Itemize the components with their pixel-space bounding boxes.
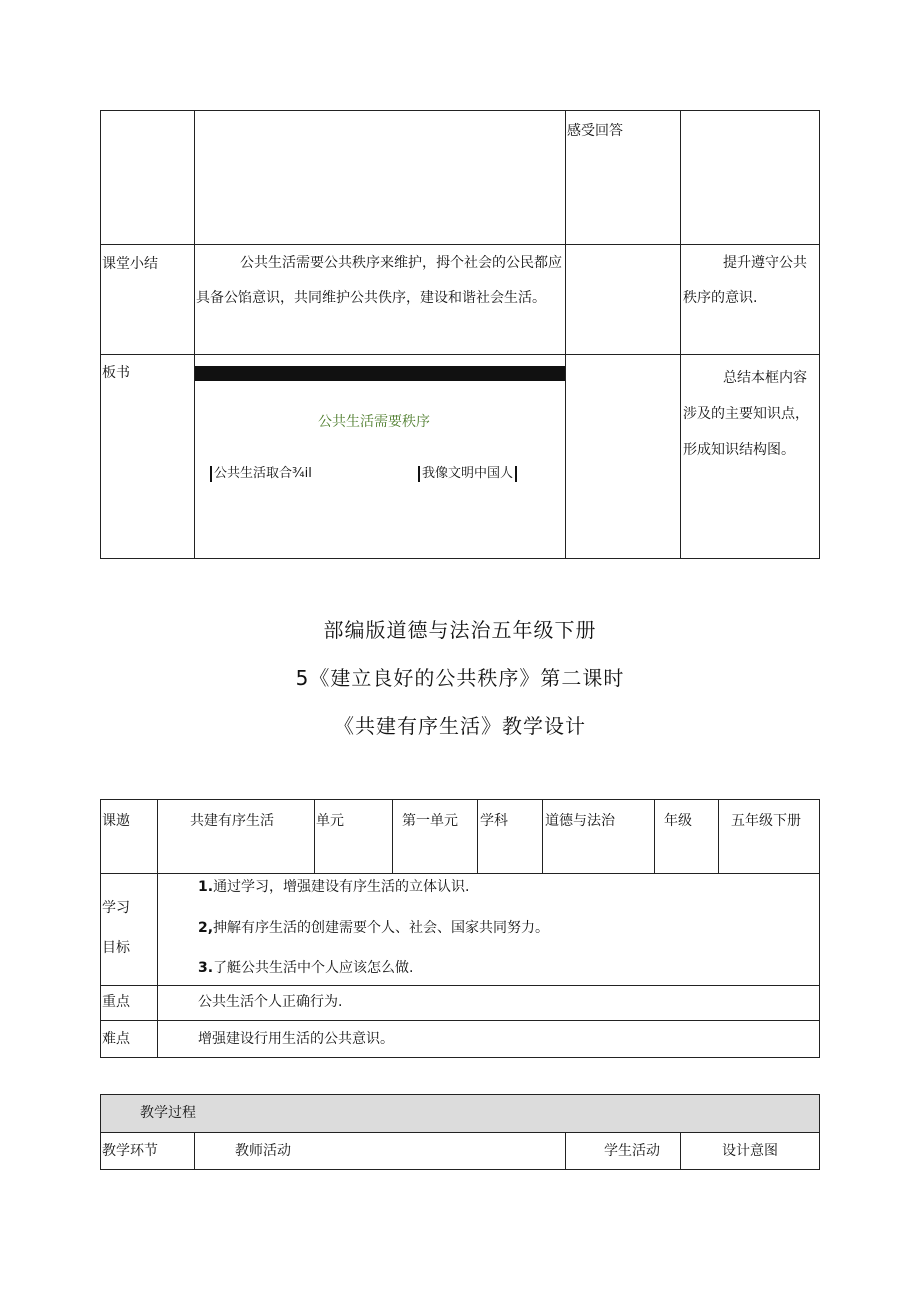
right-box-bar-right — [515, 466, 517, 482]
goal-item-2-num: 2, — [198, 920, 214, 936]
student-activity-text: 感受回答 — [567, 123, 623, 139]
right-box-text: 我像文明中国人 — [422, 466, 514, 481]
board-right-box — [416, 465, 519, 483]
board-label: 板书 — [102, 365, 130, 381]
right-box-bar-left — [418, 466, 420, 482]
process-col-stage: 教学环节 — [102, 1143, 158, 1159]
summary-design-intent: 提升遵守公共秩序的意识. — [683, 255, 807, 306]
difficulty-text: 增强建设行用生活的公共意识。 — [198, 1031, 394, 1047]
board-header-bar — [195, 366, 565, 381]
subject-label: 学科 — [480, 813, 508, 829]
summary-text: 公共生活需要公共秩序来维护，拇个社会的公民都应具备公馅意识，共同维护公共佚序，建设和谐社会生活。 — [196, 255, 562, 306]
goal-item-3 — [198, 958, 414, 978]
process-col-teacher: 教师活动 — [235, 1143, 291, 1159]
board-heading: 公共生活需要秩序 — [318, 414, 430, 430]
process-col-student: 学生活动 — [604, 1143, 660, 1159]
board-left-box — [208, 465, 312, 483]
topic-value: 共建有序生活 — [190, 813, 274, 829]
goals-label-line1: 学习 — [102, 900, 130, 916]
summary-label: 课堂小结 — [102, 256, 158, 272]
goal-item-2-text: 抻解有序生活的创建需要个人、社会、国家共同努力。 — [213, 920, 550, 936]
key-label: 重点 — [102, 994, 130, 1010]
board-design-intent: 总结本框内容涉及的主要知识点，形成知识结构图。 — [683, 370, 809, 458]
unit-label: 单元 — [316, 813, 344, 829]
key-text: 公共生活个人正确行为. — [198, 994, 343, 1010]
subject-value: 道德与法治 — [545, 813, 615, 829]
doc-title-line2: 5《建立良好的公共秩序》第二课时 — [295, 666, 625, 690]
doc-title-line1: 部编版道德与法治五年级下册 — [323, 618, 597, 642]
left-box-bar — [210, 466, 212, 482]
goal-item-1-text: 通过学习，增强建设有序生活的立体认识. — [213, 879, 470, 895]
difficulty-label: 难点 — [102, 1031, 130, 1047]
goal-item-3-num: 3. — [198, 960, 214, 976]
goal-item-1 — [198, 877, 470, 897]
process-header: 教学过程 — [140, 1105, 196, 1121]
goal-item-2 — [198, 918, 549, 938]
goal-item-1-num: 1. — [198, 879, 214, 895]
topic-label: 课遨 — [102, 813, 130, 829]
grade-label: 年级 — [664, 813, 692, 829]
doc-title-line3: 《共建有序生活》教学设计 — [334, 714, 586, 738]
goals-label-line2: 目标 — [102, 940, 130, 956]
goal-item-3-text: 了艇公共生活中个人应该怎么做. — [213, 960, 414, 976]
process-col-intent: 设计意图 — [722, 1143, 778, 1159]
unit-value: 第一单元 — [402, 813, 458, 829]
left-box-text: 公共生活取合¾il — [214, 466, 312, 481]
process-header-bg — [100, 1094, 820, 1132]
grade-value: 五年级下册 — [731, 813, 801, 829]
